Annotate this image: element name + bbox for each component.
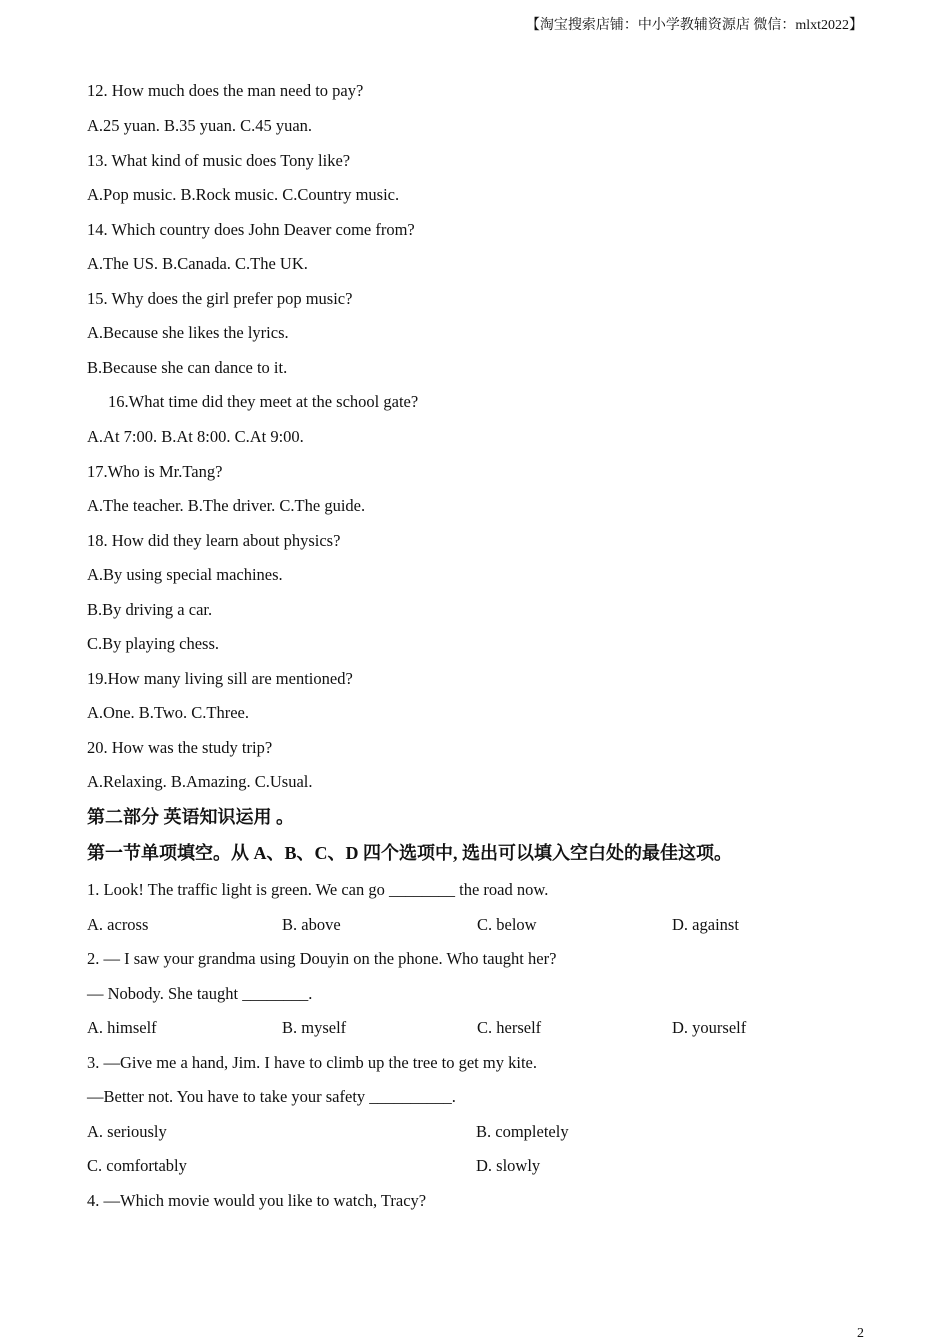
grammar-q1-stem: 1. Look! The traffic light is green. We can go ________ the road now. — [87, 880, 549, 899]
page-number: 2 — [857, 1326, 864, 1341]
grammar-q2-stem2: — Nobody. She taught ________. — [87, 984, 313, 1003]
q2-option-b: B. myself — [282, 1018, 347, 1037]
question-15: 15. Why does the girl prefer pop music? — [87, 289, 353, 308]
question-17: 17.Who is Mr.Tang? — [87, 462, 223, 481]
q2-option-a: A. himself — [87, 1018, 157, 1037]
q2-option-c: C. herself — [477, 1018, 542, 1037]
option-18b: B.By driving a car. — [87, 600, 213, 619]
option-18c: C.By playing chess. — [87, 634, 219, 653]
grammar-q3-stem: 3. —Give me a hand, Jim. I have to climb up the tree to get my kite. — [87, 1053, 537, 1072]
options-17: A.The teacher. B.The driver. C.The guide. — [87, 496, 366, 515]
question-16: 16.What time did they meet at the school gate? — [108, 392, 419, 411]
question-12: 12. How much does the man need to pay? — [87, 81, 364, 100]
q2-option-d: D. yourself — [672, 1018, 747, 1037]
options-13: A.Pop music. B.Rock music. C.Country music. — [87, 185, 400, 204]
q3-option-c: C. comfortably — [87, 1156, 187, 1175]
options-14: A.The US. B.Canada. C.The UK. — [87, 254, 308, 273]
option-15a: A.Because she likes the lyrics. — [87, 323, 289, 342]
grammar-q2-stem: 2. — I saw your grandma using Douyin on the phone. Who taught her? — [87, 949, 557, 968]
q1-option-b: B. above — [282, 915, 341, 934]
question-13: 13. What kind of music does Tony like? — [87, 151, 351, 170]
q1-option-d: D. against — [672, 915, 739, 934]
options-20: A.Relaxing. B.Amazing. C.Usual. — [87, 772, 313, 791]
option-15b: B.Because she can dance to it. — [87, 358, 288, 377]
question-20: 20. How was the study trip? — [87, 738, 273, 757]
grammar-q3-options-row2 — [87, 1156, 867, 1176]
q3-option-d: D. slowly — [476, 1156, 541, 1175]
question-19: 19.How many living sill are mentioned? — [87, 669, 353, 688]
grammar-q2-options — [87, 1018, 867, 1038]
options-19: A.One. B.Two. C.Three. — [87, 703, 249, 722]
grammar-q3-options-row1 — [87, 1122, 867, 1142]
q1-option-c: C. below — [477, 915, 537, 934]
question-18: 18. How did they learn about physics? — [87, 531, 341, 550]
option-18a: A.By using special machines. — [87, 565, 283, 584]
grammar-q4-stem: 4. —Which movie would you like to watch, Tracy? — [87, 1191, 427, 1210]
grammar-q3-stem2: —Better not. You have to take your safety __________. — [87, 1087, 456, 1106]
q1-option-a: A. across — [87, 915, 149, 934]
section-title: 第二部分 英语知识运用 。 — [87, 807, 294, 827]
question-14: 14. Which country does John Deaver come from? — [87, 220, 415, 239]
q3-option-a: A. seriously — [87, 1122, 167, 1141]
section-instruction: 第一节单项填空。从 A、B、C、D 四个选项中, 选出可以填入空白处的最佳这项。 — [87, 843, 732, 863]
grammar-q1-options — [87, 915, 867, 935]
options-12: A.25 yuan. B.35 yuan. C.45 yuan. — [87, 116, 313, 135]
options-16: A.At 7:00. B.At 8:00. C.At 9:00. — [87, 427, 304, 446]
page-header: 【淘宝搜索店铺：中小学教辅资源店 微信：mlxt2022】 — [525, 18, 863, 33]
q3-option-b: B. completely — [476, 1122, 569, 1141]
